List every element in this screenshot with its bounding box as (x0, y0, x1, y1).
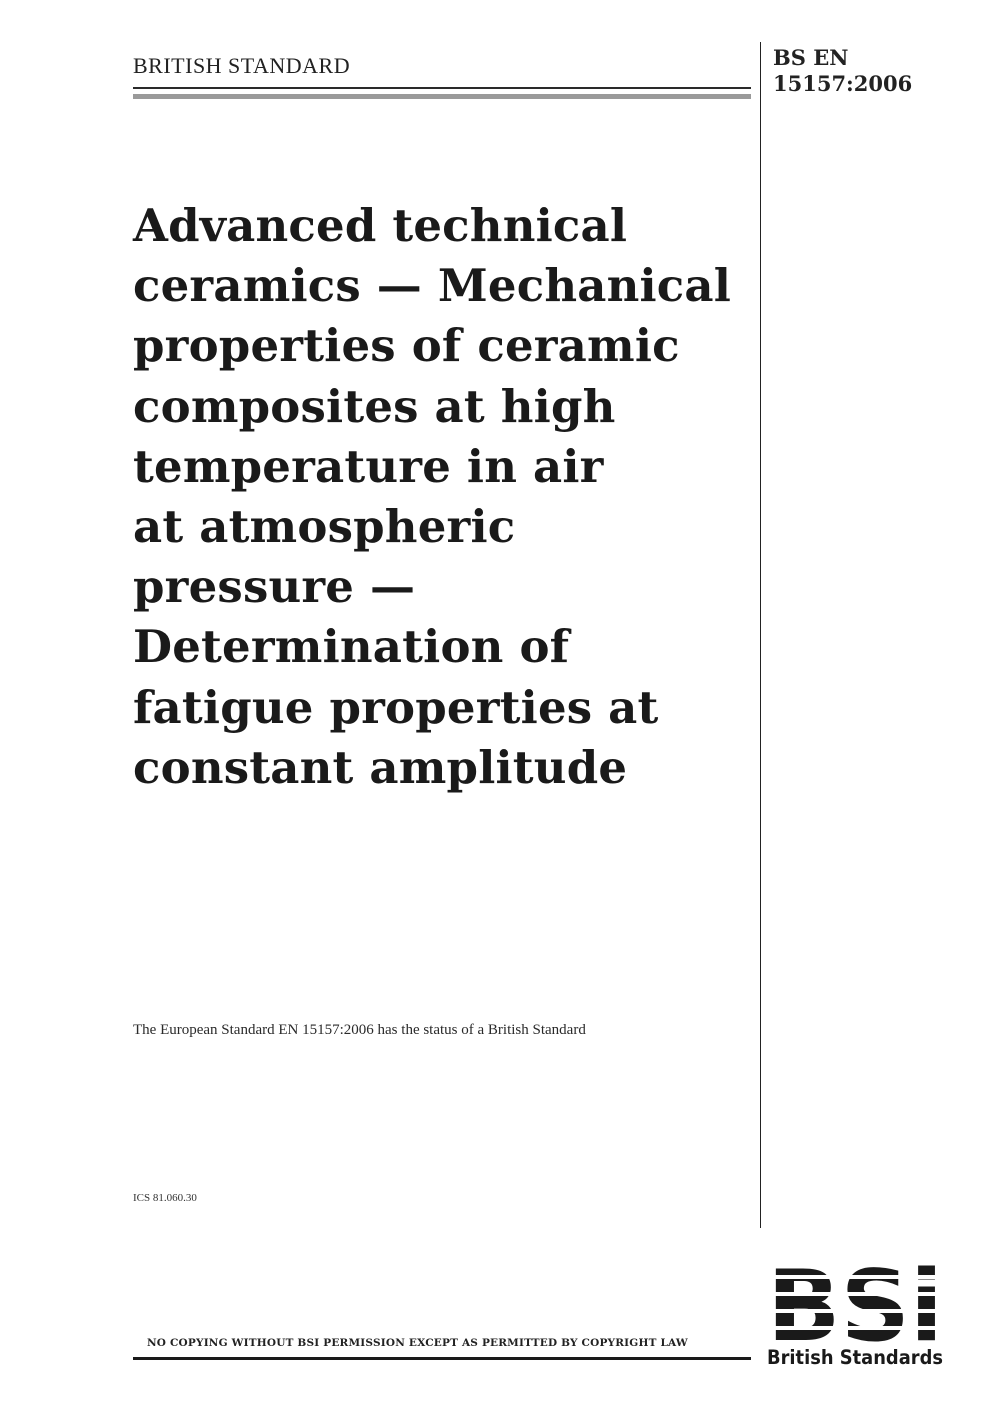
bsi-logo-icon (765, 1262, 945, 1370)
title-line: properties of ceramic (133, 319, 680, 373)
title-line: Advanced technical (133, 199, 628, 252)
title-line: pressure — (133, 560, 416, 614)
title-line: ceramics — Mechanical (133, 259, 732, 313)
title-line: constant amplitude (133, 740, 628, 794)
copyright-notice: NO COPYING WITHOUT BSI PERMISSION EXCEPT AS PERMITTED BY COPYRIGHT LAW (147, 1337, 688, 1349)
ics-code: ICS 81.060.30 (133, 1192, 197, 1204)
document-title (133, 196, 753, 798)
document-number-line2: 15157:2006 (773, 71, 913, 96)
title-line: at atmospheric (133, 500, 516, 554)
title-line: temperature in air (133, 439, 604, 493)
document-number (773, 45, 912, 97)
title-line: composites at high (133, 379, 616, 433)
bsi-logo-wordmark: British Standards (767, 1346, 943, 1369)
header-rule-thin (133, 87, 751, 89)
header-rule-thick (133, 94, 751, 99)
standard-series-label: BRITISH STANDARD (133, 53, 351, 78)
title-line: fatigue properties at (133, 680, 659, 734)
vertical-divider (760, 42, 761, 1228)
title-line: Determination of (133, 620, 570, 674)
document-number-line1: BS EN (773, 45, 849, 70)
footer-rule (133, 1357, 751, 1360)
status-statement: The European Standard EN 15157:2006 has the status of a British Standard (133, 1022, 586, 1038)
